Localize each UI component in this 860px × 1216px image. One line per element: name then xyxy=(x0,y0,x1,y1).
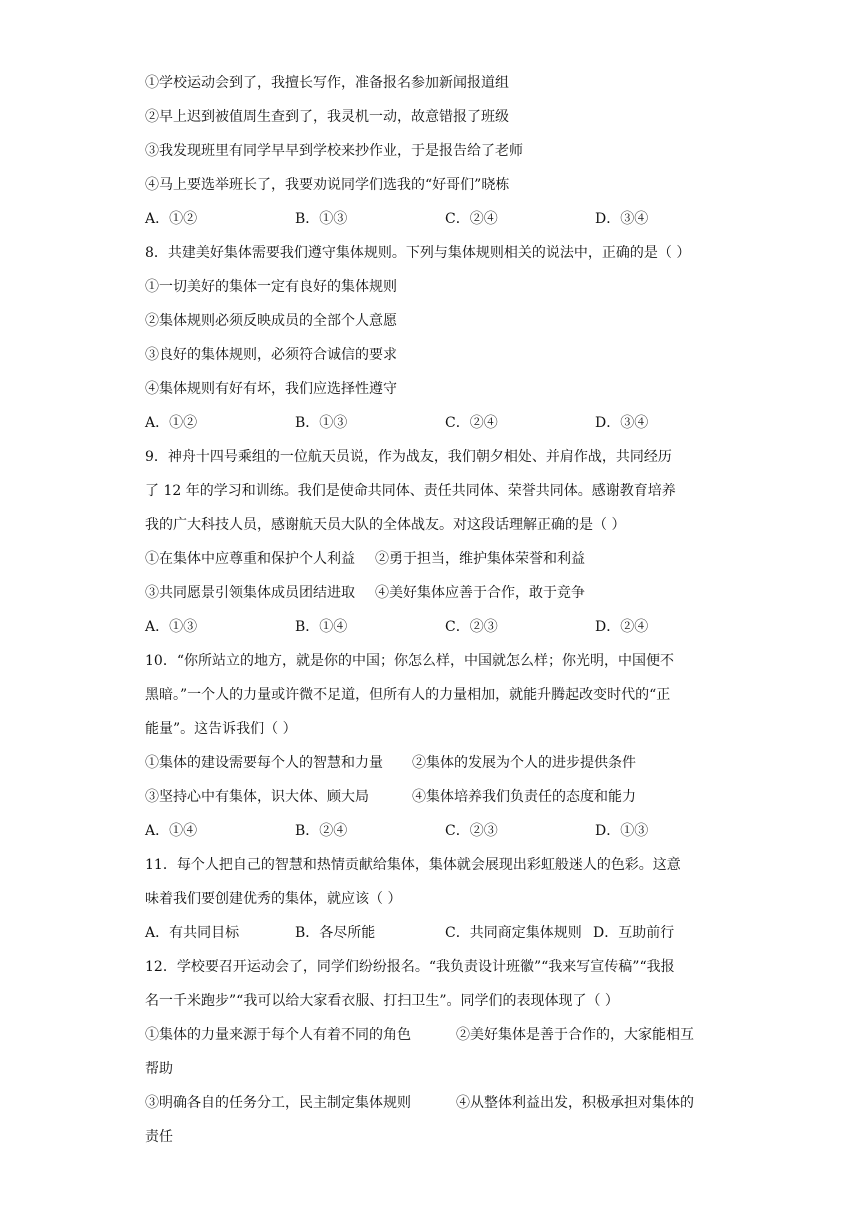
q7-options xyxy=(145,202,725,236)
q9-option-c[interactable]: C．②③ xyxy=(445,619,498,635)
q7-option-d[interactable]: D．③④ xyxy=(595,211,649,227)
q9-item-1: ①在集体中应尊重和保护个人利益 xyxy=(145,551,355,567)
q12-stem-line-2: 名一千米跑步”“我可以给大家看衣服、打扫卫生”。同学们的表现体现了（ ） xyxy=(145,993,619,1009)
q11-option-a[interactable]: A．有共同目标 xyxy=(145,925,240,941)
q10-option-d[interactable]: D．①③ xyxy=(595,823,649,839)
q10-options xyxy=(145,814,725,848)
q12-item-2-continued: 帮助 xyxy=(145,1061,173,1077)
q10-item-4: ④集体培养我们负责任的态度和能力 xyxy=(412,789,636,805)
q9-stem-line-2: 了 12 年的学习和训练。我们是使命共同体、责任共同体、荣誉共同体。感谢教育培养 xyxy=(145,483,676,499)
q10-stem-line-1: 10．“你所站立的地方，就是你的中国；你怎么样，中国就怎么样；你光明，中国便不 xyxy=(145,653,674,669)
q12-stem-line-1: 12．学校要召开运动会了，同学们纷纷报名。“我负责设计班徽”“我来写宣传稿”“我报 xyxy=(145,959,675,975)
q10-item-2: ②集体的发展为个人的进步提供条件 xyxy=(412,755,636,771)
q10-option-c[interactable]: C．②③ xyxy=(445,823,498,839)
q10-item-1: ①集体的建设需要每个人的智慧和力量 xyxy=(145,755,383,771)
q12-item-4-continued: 责任 xyxy=(145,1129,173,1145)
q11-option-c[interactable]: C．共同商定集体规则 xyxy=(445,925,582,941)
q10-stem-line-3: 能量”。这告诉我们（ ） xyxy=(145,721,297,737)
q7-item-1: ①学校运动会到了，我擅长写作，准备报名参加新闻报道组 xyxy=(145,75,509,91)
q11-option-b[interactable]: B．各尽所能 xyxy=(295,925,376,941)
q9-option-d[interactable]: D．②④ xyxy=(595,619,649,635)
q11-options xyxy=(145,916,725,950)
q7-item-4: ④马上要选举班长了，我要劝说同学们选我的“好哥们”晓栋 xyxy=(145,177,510,193)
q9-stem-line-1: 9．神舟十四号乘组的一位航天员说，作为战友，我们朝夕相处、并肩作战，共同经历 xyxy=(145,449,672,465)
q11-stem-line-1: 11．每个人把自己的智慧和热情贡献给集体，集体就会展现出彩虹般迷人的色彩。这意 xyxy=(145,857,681,873)
q8-stem: 8．共建美好集体需要我们遵守集体规则。下列与集体规则相关的说法中，正确的是（ ） xyxy=(145,245,691,261)
q10-items-row-1 xyxy=(145,746,725,780)
q9-option-b[interactable]: B．①④ xyxy=(295,619,348,635)
q11-option-d[interactable]: D．互助前行 xyxy=(593,925,675,941)
q9-options xyxy=(145,610,725,644)
q10-items-row-2 xyxy=(145,780,725,814)
q7-option-b[interactable]: B．①③ xyxy=(295,211,348,227)
q9-option-a[interactable]: A．①③ xyxy=(145,619,198,635)
q9-item-3: ③共同愿景引领集体成员团结进取 xyxy=(145,585,355,601)
q9-item-2: ②勇于担当，维护集体荣誉和利益 xyxy=(375,551,585,567)
q12-item-3: ③明确各自的任务分工，民主制定集体规则 xyxy=(145,1095,411,1111)
q8-option-a[interactable]: A．①② xyxy=(145,415,198,431)
q10-option-b[interactable]: B．②④ xyxy=(295,823,348,839)
q10-item-3: ③坚持心中有集体，识大体、顾大局 xyxy=(145,789,369,805)
q8-item-3: ③良好的集体规则，必须符合诚信的要求 xyxy=(145,347,397,363)
q7-item-3: ③我发现班里有同学早早到学校来抄作业，于是报告给了老师 xyxy=(145,143,523,159)
q12-item-2: ②美好集体是善于合作的，大家能相互 xyxy=(456,1027,694,1043)
q12-item-4: ④从整体利益出发，积极承担对集体的 xyxy=(456,1095,694,1111)
q8-option-b[interactable]: B．①③ xyxy=(295,415,348,431)
q9-items-row-1 xyxy=(145,542,725,576)
q8-item-2: ②集体规则必须反映成员的全部个人意愿 xyxy=(145,313,397,329)
q7-option-c[interactable]: C．②④ xyxy=(445,211,498,227)
q8-option-c[interactable]: C．②④ xyxy=(445,415,498,431)
q8-option-d[interactable]: D．③④ xyxy=(595,415,649,431)
q8-options xyxy=(145,406,725,440)
q11-stem-line-2: 味着我们要创建优秀的集体，就应该（ ） xyxy=(145,891,402,907)
q9-stem-line-3: 我的广大科技人员，感谢航天员大队的全体战友。对这段话理解正确的是（ ） xyxy=(145,517,626,533)
q12-items-row-2 xyxy=(145,1086,725,1120)
q8-item-4: ④集体规则有好有坏，我们应选择性遵守 xyxy=(145,381,397,397)
q12-item-1: ①集体的力量来源于每个人有着不同的角色 xyxy=(145,1027,411,1043)
q10-option-a[interactable]: A．①④ xyxy=(145,823,198,839)
q12-items-row-1 xyxy=(145,1018,725,1052)
q9-items-row-2 xyxy=(145,576,725,610)
q7-item-2: ②早上迟到被值周生查到了，我灵机一动，故意错报了班级 xyxy=(145,109,509,125)
q10-stem-line-2: 黑暗。”一个人的力量或许微不足道，但所有人的力量相加，就能升腾起改变时代的“正 xyxy=(145,687,671,703)
q7-option-a[interactable]: A．①② xyxy=(145,211,198,227)
q8-item-1: ①一切美好的集体一定有良好的集体规则 xyxy=(145,279,397,295)
q9-item-4: ④美好集体应善于合作，敢于竞争 xyxy=(375,585,585,601)
